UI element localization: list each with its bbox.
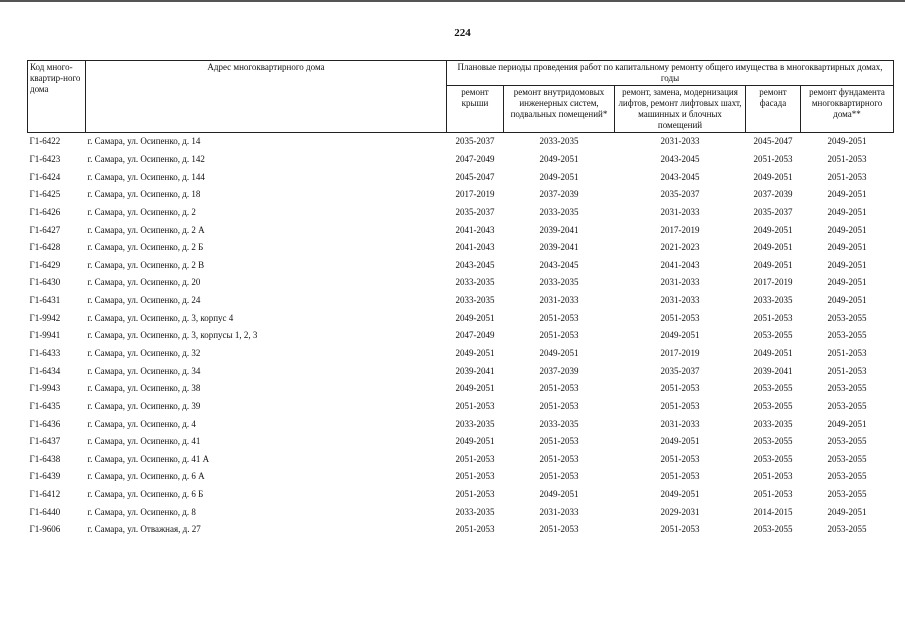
- cell-foundation: 2053-2055: [827, 524, 867, 535]
- cell-address: г. Самара, ул. Осипенко, д. 4: [87, 418, 196, 429]
- cell-roof: 2041-2043: [455, 224, 495, 235]
- table-row: [28, 521, 894, 539]
- cell-roof: 2017-2019: [455, 189, 495, 200]
- cell-systems: 2033-2035: [539, 136, 579, 147]
- cell-address: г. Самара, ул. Осипенко, д. 3, корпус 4: [87, 312, 234, 323]
- cell-address: г. Самара, ул. Осипенко, д. 24: [87, 295, 201, 306]
- cell-code: Г1-9943: [29, 383, 61, 394]
- table-row: [28, 503, 894, 521]
- header-foundation: ремонт фундамента многоквартирного дома**: [801, 86, 894, 133]
- cell-roof: 2039-2041: [455, 365, 495, 376]
- cell-code: Г1-6437: [29, 436, 61, 447]
- capital-repair-table: [27, 60, 894, 539]
- cell-systems: 2051-2053: [539, 400, 579, 411]
- cell-foundation: 2049-2051: [827, 506, 867, 517]
- cell-lifts: 2031-2033: [660, 418, 700, 429]
- table-row: [28, 168, 894, 186]
- cell-lifts: 2031-2033: [660, 277, 700, 288]
- cell-systems: 2049-2051: [539, 171, 579, 182]
- cell-lifts: 2051-2053: [660, 400, 700, 411]
- cell-foundation: 2051-2053: [827, 365, 867, 376]
- cell-code: Г1-9942: [29, 312, 61, 323]
- cell-code: Г1-6430: [29, 277, 61, 288]
- cell-foundation: 2053-2055: [827, 453, 867, 464]
- cell-systems: 2039-2041: [539, 242, 579, 253]
- cell-address: г. Самара, ул. Осипенко, д. 41 А: [87, 453, 210, 464]
- cell-foundation: 2049-2051: [827, 224, 867, 235]
- cell-code: Г1-6434: [29, 365, 61, 376]
- table-row: [28, 186, 894, 204]
- cell-foundation: 2049-2051: [827, 295, 867, 306]
- cell-systems: 2031-2033: [539, 295, 579, 306]
- cell-lifts: 2021-2023: [660, 242, 700, 253]
- cell-lifts: 2051-2053: [660, 524, 700, 535]
- cell-roof: 2033-2035: [455, 277, 495, 288]
- table-row: [28, 327, 894, 345]
- cell-address: г. Самара, ул. Осипенко, д. 3, корпусы 1, 2, 3: [87, 330, 258, 341]
- header-periods: Плановые периоды проведения работ по капитальному ремонту общего имущества в многоквартирных домах, годы: [447, 61, 894, 86]
- table-row: [28, 256, 894, 274]
- cell-facade: 2051-2053: [753, 153, 793, 164]
- cell-address: г. Самара, ул. Осипенко, д. 39: [87, 400, 201, 411]
- cell-roof: 2035-2037: [455, 206, 495, 217]
- cell-roof: 2051-2053: [455, 471, 495, 482]
- cell-foundation: 2049-2051: [827, 136, 867, 147]
- cell-code: Г1-6424: [29, 171, 61, 182]
- cell-lifts: 2031-2033: [660, 136, 700, 147]
- cell-facade: 2053-2055: [753, 436, 793, 447]
- cell-roof: 2047-2049: [455, 330, 495, 341]
- cell-facade: 2053-2055: [753, 400, 793, 411]
- cell-systems: 2051-2053: [539, 330, 579, 341]
- cell-code: Г1-6426: [29, 206, 61, 217]
- cell-systems: 2051-2053: [539, 436, 579, 447]
- header-lifts: ремонт, замена, модернизация лифтов, ремонт лифтовых шахт, машинных и блочных помещений: [615, 86, 746, 133]
- top-border-line: [0, 0, 905, 2]
- cell-foundation: 2053-2055: [827, 400, 867, 411]
- cell-lifts: 2017-2019: [660, 224, 700, 235]
- page-number: 224: [454, 27, 471, 39]
- cell-lifts: 2029-2031: [660, 506, 700, 517]
- cell-foundation: 2053-2055: [827, 436, 867, 447]
- cell-facade: 2039-2041: [753, 365, 793, 376]
- cell-address: г. Самара, ул. Осипенко, д. 6 Б: [87, 489, 204, 500]
- cell-foundation: 2053-2055: [827, 489, 867, 500]
- cell-code: Г1-6431: [29, 295, 61, 306]
- cell-systems: 2051-2053: [539, 312, 579, 323]
- cell-foundation: 2049-2051: [827, 259, 867, 270]
- cell-systems: 2051-2053: [539, 383, 579, 394]
- cell-foundation: 2051-2053: [827, 171, 867, 182]
- cell-code: Г1-6425: [29, 189, 61, 200]
- cell-facade: 2049-2051: [753, 242, 793, 253]
- cell-address: г. Самара, ул. Осипенко, д. 8: [87, 506, 196, 517]
- cell-code: Г1-6436: [29, 418, 61, 429]
- cell-lifts: 2035-2037: [660, 189, 700, 200]
- cell-lifts: 2031-2033: [660, 206, 700, 217]
- table-row: [28, 433, 894, 451]
- cell-address: г. Самара, ул. Осипенко, д. 32: [87, 348, 201, 358]
- table-row: [28, 468, 894, 486]
- cell-facade: 2051-2053: [753, 471, 793, 482]
- cell-lifts: 2051-2053: [660, 383, 700, 394]
- table-body: [28, 133, 894, 539]
- cell-code: Г1-9606: [29, 524, 61, 535]
- cell-roof: 2051-2053: [455, 453, 495, 464]
- table-row: [28, 239, 894, 257]
- cell-roof: 2049-2051: [455, 436, 495, 447]
- cell-facade: 2035-2037: [753, 206, 793, 217]
- cell-systems: 2049-2051: [539, 348, 579, 358]
- cell-code: Г1-6439: [29, 471, 61, 482]
- cell-address: г. Самара, ул. Осипенко, д. 144: [87, 171, 205, 182]
- cell-facade: 2045-2047: [753, 136, 793, 147]
- cell-address: г. Самара, ул. Осипенко, д. 38: [87, 383, 201, 394]
- cell-address: г. Самара, ул. Осипенко, д. 18: [87, 189, 201, 200]
- cell-foundation: 2051-2053: [827, 348, 867, 358]
- cell-roof: 2051-2053: [455, 524, 495, 535]
- cell-lifts: 2051-2053: [660, 471, 700, 482]
- cell-roof: 2033-2035: [455, 295, 495, 306]
- cell-facade: 2051-2053: [753, 312, 793, 323]
- cell-facade: 2053-2055: [753, 383, 793, 394]
- table-row: [28, 221, 894, 239]
- cell-systems: 2051-2053: [539, 453, 579, 464]
- cell-roof: 2051-2053: [455, 400, 495, 411]
- cell-lifts: 2051-2053: [660, 453, 700, 464]
- cell-code: Г1-6422: [29, 136, 61, 147]
- cell-systems: 2043-2045: [539, 259, 579, 270]
- cell-address: г. Самара, ул. Осипенко, д. 20: [87, 277, 201, 288]
- cell-roof: 2049-2051: [455, 383, 495, 394]
- cell-code: Г1-6438: [29, 453, 61, 464]
- cell-roof: 2051-2053: [455, 489, 495, 500]
- cell-systems: 2051-2053: [539, 471, 579, 482]
- cell-facade: 2033-2035: [753, 418, 793, 429]
- table-row: [28, 486, 894, 504]
- cell-systems: 2039-2041: [539, 224, 579, 235]
- table-row: [28, 415, 894, 433]
- cell-code: Г1-6423: [29, 153, 61, 164]
- cell-facade: 2049-2051: [753, 259, 793, 270]
- cell-foundation: 2051-2053: [827, 153, 867, 164]
- cell-facade: 2014-2015: [753, 506, 793, 517]
- cell-address: г. Самара, ул. Осипенко, д. 34: [87, 365, 201, 376]
- cell-facade: 2049-2051: [753, 224, 793, 235]
- cell-facade: 2049-2051: [753, 171, 793, 182]
- cell-lifts: 2035-2037: [660, 365, 700, 376]
- cell-facade: 2053-2055: [753, 453, 793, 464]
- cell-address: г. Самара, ул. Осипенко, д. 2: [87, 206, 196, 217]
- cell-address: г. Самара, ул. Осипенко, д. 14: [87, 136, 201, 147]
- cell-foundation: 2053-2055: [827, 383, 867, 394]
- table-row: [28, 451, 894, 469]
- header-systems: ремонт внутридомовых инженерных систем, подвальных помещений*: [504, 86, 615, 133]
- cell-systems: 2037-2039: [539, 189, 579, 200]
- cell-lifts: 2051-2053: [660, 312, 700, 323]
- cell-roof: 2045-2047: [455, 171, 495, 182]
- cell-address: г. Самара, ул. Осипенко, д. 6 А: [87, 471, 205, 482]
- cell-lifts: 2049-2051: [660, 330, 700, 341]
- cell-code: Г1-6433: [29, 348, 61, 358]
- cell-lifts: 2031-2033: [660, 295, 700, 306]
- cell-code: Г1-6435: [29, 400, 61, 411]
- cell-systems: 2049-2051: [539, 489, 579, 500]
- cell-lifts: 2041-2043: [660, 259, 700, 270]
- cell-facade: 2033-2035: [753, 295, 793, 306]
- cell-roof: 2041-2043: [455, 242, 495, 253]
- cell-foundation: 2053-2055: [827, 471, 867, 482]
- cell-roof: 2035-2037: [455, 136, 495, 147]
- cell-lifts: 2049-2051: [660, 436, 700, 447]
- cell-lifts: 2049-2051: [660, 489, 700, 500]
- cell-foundation: 2049-2051: [827, 277, 867, 288]
- table-row: [28, 362, 894, 380]
- cell-facade: 2037-2039: [753, 189, 793, 200]
- cell-code: Г1-6412: [29, 489, 61, 500]
- header-code: Код много-квартир-ного дома: [28, 61, 86, 133]
- cell-systems: 2033-2035: [539, 418, 579, 429]
- cell-lifts: 2043-2045: [660, 153, 700, 164]
- table-row: [28, 309, 894, 327]
- cell-facade: 2053-2055: [753, 524, 793, 535]
- cell-systems: 2051-2053: [539, 524, 579, 535]
- cell-address: г. Самара, ул. Отважная, д. 27: [87, 524, 201, 535]
- cell-systems: 2049-2051: [539, 153, 579, 164]
- cell-foundation: 2049-2051: [827, 242, 867, 253]
- table-row: [28, 345, 894, 363]
- table-row: [28, 274, 894, 292]
- cell-facade: 2049-2051: [753, 348, 793, 358]
- cell-address: г. Самара, ул. Осипенко, д. 2 В: [87, 259, 205, 270]
- cell-address: г. Самара, ул. Осипенко, д. 142: [87, 153, 205, 164]
- cell-code: Г1-6428: [29, 242, 61, 253]
- cell-roof: 2033-2035: [455, 506, 495, 517]
- cell-code: Г1-9941: [29, 330, 61, 341]
- cell-facade: 2017-2019: [753, 277, 793, 288]
- cell-roof: 2043-2045: [455, 259, 495, 270]
- cell-address: г. Самара, ул. Осипенко, д. 2 Б: [87, 242, 204, 253]
- table-row: [28, 151, 894, 169]
- cell-address: г. Самара, ул. Осипенко, д. 41: [87, 436, 201, 447]
- cell-foundation: 2049-2051: [827, 418, 867, 429]
- table-row: [28, 292, 894, 310]
- cell-foundation: 2049-2051: [827, 206, 867, 217]
- cell-systems: 2033-2035: [539, 206, 579, 217]
- cell-roof: 2049-2051: [455, 348, 495, 358]
- cell-systems: 2037-2039: [539, 365, 579, 376]
- table-row: [28, 398, 894, 416]
- cell-foundation: 2053-2055: [827, 312, 867, 323]
- cell-foundation: 2049-2051: [827, 189, 867, 200]
- cell-lifts: 2017-2019: [660, 348, 700, 358]
- table-row: [28, 133, 894, 151]
- cell-roof: 2049-2051: [455, 312, 495, 323]
- cell-code: Г1-6429: [29, 259, 61, 270]
- table-row: [28, 380, 894, 398]
- cell-facade: 2051-2053: [753, 489, 793, 500]
- cell-code: Г1-6440: [29, 506, 61, 517]
- cell-roof: 2033-2035: [455, 418, 495, 429]
- cell-roof: 2047-2049: [455, 153, 495, 164]
- cell-systems: 2033-2035: [539, 277, 579, 288]
- cell-address: г. Самара, ул. Осипенко, д. 2 А: [87, 224, 205, 235]
- table-row: [28, 204, 894, 222]
- cell-facade: 2053-2055: [753, 330, 793, 341]
- header-facade: ремонт фасада: [746, 86, 801, 133]
- cell-lifts: 2043-2045: [660, 171, 700, 182]
- cell-code: Г1-6427: [29, 224, 61, 235]
- cell-systems: 2031-2033: [539, 506, 579, 517]
- cell-foundation: 2053-2055: [827, 330, 867, 341]
- header-address: Адрес многоквартирного дома: [86, 61, 447, 133]
- header-roof: ремонт крыши: [447, 86, 504, 133]
